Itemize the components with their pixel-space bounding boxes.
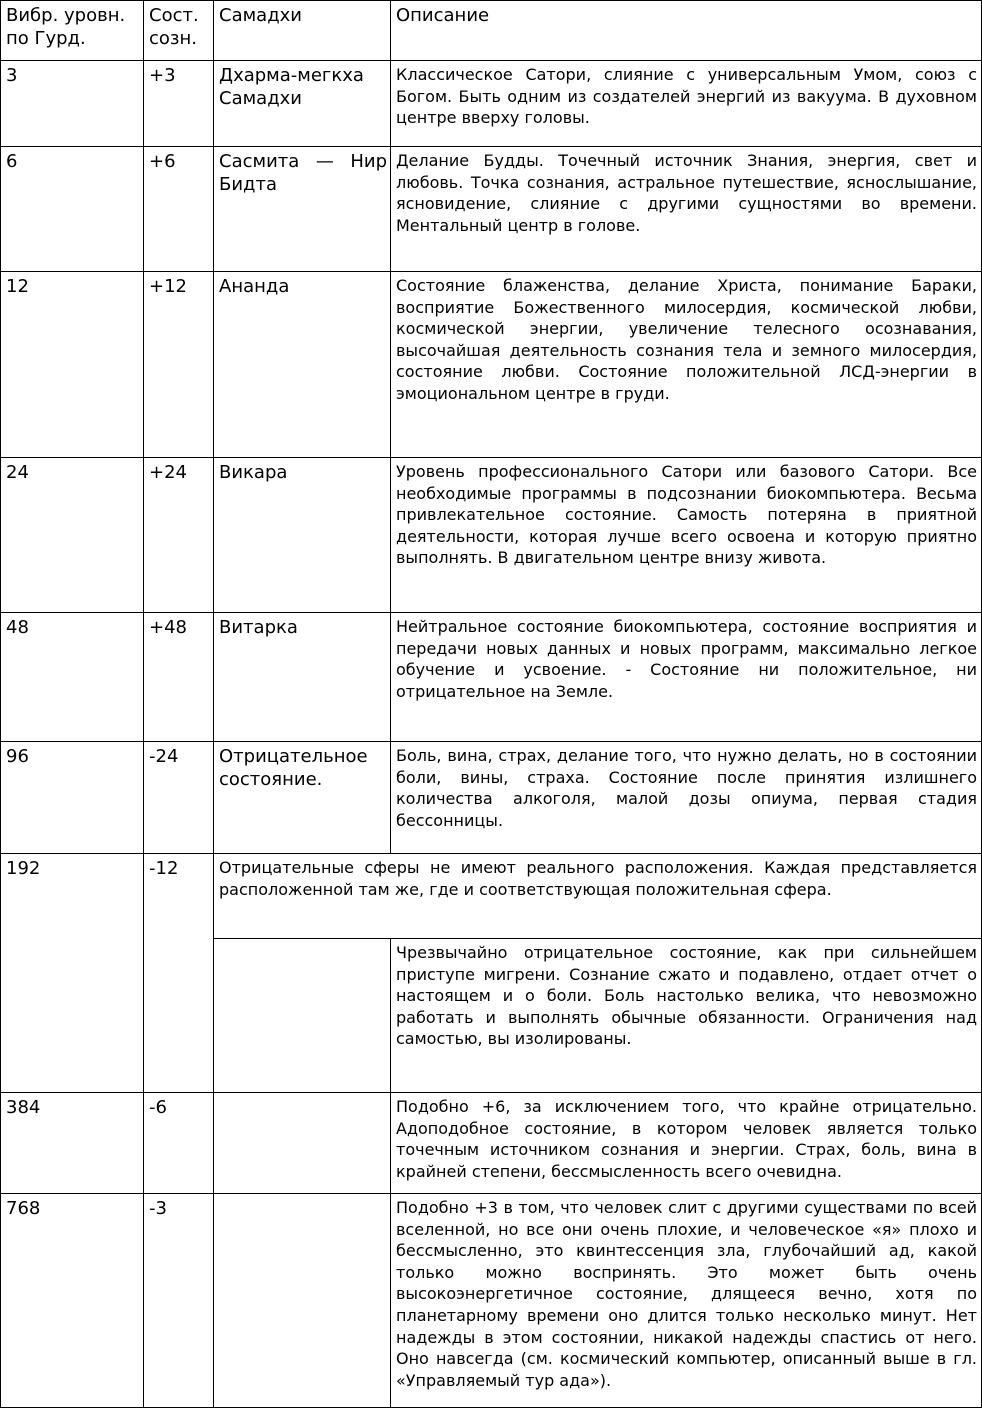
table-row-vibration: 96 (0, 741, 144, 854)
table-row-samadhi: Витарка (213, 612, 391, 742)
table-row-state: -3 (143, 1193, 214, 1408)
table-row-samadhi: Викара (213, 457, 391, 613)
table-row-vibration: 3 (0, 60, 144, 147)
table-row-state: -12 (143, 853, 214, 1093)
header-consciousness-state: Сост. созн. (143, 0, 214, 61)
table-row-vibration: 384 (0, 1092, 144, 1194)
negative-spheres-note: Отрицательные сферы не имеют реального расположения. Каждая представляется расположенной там же, где и соответствующая положительная сфера. (213, 853, 982, 939)
table-row-samadhi (213, 1193, 391, 1408)
table-row-vibration: 192 (0, 853, 144, 1093)
table-row-samadhi (213, 938, 391, 1093)
header-description: Описание (390, 0, 982, 61)
table-row-vibration: 24 (0, 457, 144, 613)
table-row-samadhi: Ананда (213, 271, 391, 458)
table-row-state: +48 (143, 612, 214, 742)
table-row-vibration: 12 (0, 271, 144, 458)
table-row-state: +24 (143, 457, 214, 613)
header-vibration-level: Вибр. уровн. по Гурд. (0, 0, 144, 61)
table-row-vibration: 768 (0, 1193, 144, 1408)
table-row-samadhi: Дхарма-мегкха Самадхи (213, 60, 391, 147)
table-row-description: Уровень профессионального Сатори или базового Сатори. Все необходимые программы в подсознании биокомпьютера. Весьма привлекательное состояние. Самость потеряна в приятной деятельности, которая лучше всего освоена и которую приятно выполнять. В двигательном центре внизу живота. (390, 457, 982, 613)
table-row-description: Делание Будды. Точечный источник Знания, энергия, свет и любовь. Точка сознания, астральное путешествие, яснослышание, ясновидение, слияние с другими сущностями во времени. Ментальный центр в голове. (390, 146, 982, 272)
table-row-description: Нейтральное состояние биокомпьютера, состояние восприятия и передачи новых данных и новых программ, максимально легкое обучение и усвоение. - Состояние ни положительное, ни отрицательное на Земле. (390, 612, 982, 742)
table-row-samadhi: Сасмита — Нир Бидта (213, 146, 391, 272)
table-row-samadhi (213, 1092, 391, 1194)
table-row-state: -6 (143, 1092, 214, 1194)
table-row-state: +3 (143, 60, 214, 147)
table-row-description: Состояние блаженства, делание Христа, понимание Бараки, восприятие Божественного милосердия, космической любви, космической энергии, увеличение телесного осознавания, высочайшая деятельность сознания тела и земного милосердия, состояние любви. Состояние положительной ЛСД-энергии в эмоциональном центре в груди. (390, 271, 982, 458)
table-row-state: +12 (143, 271, 214, 458)
table-row-description: Чрезвычайно отрицательное состояние, как при сильнейшем приступе мигрени. Сознание сжато и подавлено, отдает отчет о настоящем и о боли. Боль настолько велика, что невозможно работать и выполнять обычные обязанности. Ограничения над самостью, вы изолированы. (390, 938, 982, 1093)
header-samadhi: Самадхи (213, 0, 391, 61)
table-row-description: Классическое Сатори, слияние с универсальным Умом, союз с Богом. Быть одним из создателей энергий из вакуума. В духовном центре вверху головы. (390, 60, 982, 147)
table-row-state: +6 (143, 146, 214, 272)
table-row-description: Подобно +6, за исключением того, что крайне отрицательно. Адоподобное состояние, в котором человек является только точечным источником сознания и энергии. Страх, боль, вина в крайней степени, бессмысленность всего очевидна. (390, 1092, 982, 1194)
table-row-vibration: 6 (0, 146, 144, 272)
table-row-state: -24 (143, 741, 214, 854)
table-row-description: Подобно +3 в том, что человек слит с другими существами по всей вселенной, но все они очень плохие, и человеческое «я» плохо и бессмысленно, это квинтессенция зла, глубочайший ад, какой только можно воспринять. Это может быть очень высокоэнергетичное состояние, длящееся вечно, хотя по планетарному времени оно длится только несколько минут. Нет надежды в этом состоянии, никакой надежды спастись от него. Оно навсегда (см. космический компьютер, описанный выше в гл. «Управляемый тур ада»). (390, 1193, 982, 1408)
table-row-vibration: 48 (0, 612, 144, 742)
table-row-samadhi: Отрицательное состояние. (213, 741, 391, 854)
table-row-description: Боль, вина, страх, делание того, что нужно делать, но в состоянии боли, вины, страха. Состояние после принятия излишнего количества алкоголя, малой дозы опиума, первая стадия бессонницы. (390, 741, 982, 854)
